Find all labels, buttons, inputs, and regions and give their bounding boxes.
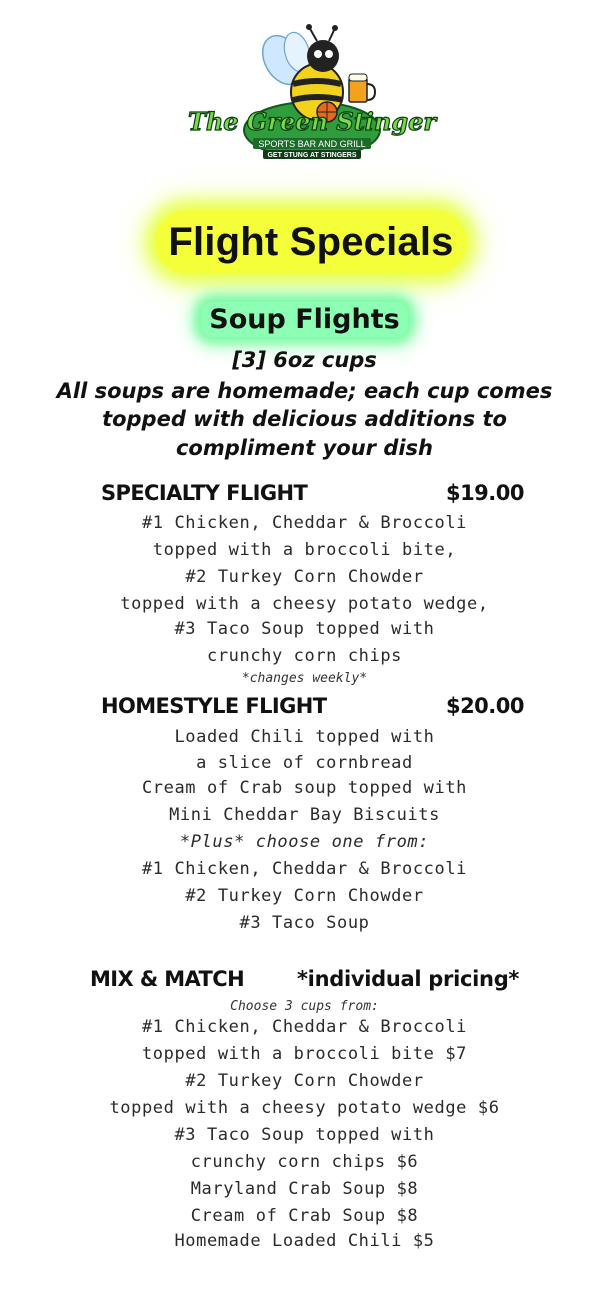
flight-name: HOMESTYLE FLIGHT (101, 694, 327, 718)
title-banner (155, 210, 467, 274)
menu-line: Loaded Chili topped with (174, 727, 435, 747)
menu-line: #3 Taco Soup (239, 913, 370, 933)
menu-line: #2 Turkey Corn Chowder (185, 1071, 424, 1091)
menu-line: #1 Chicken, Cheddar & Broccoli (141, 859, 468, 879)
menu-line: #2 Turkey Corn Chowder (185, 567, 424, 587)
description-line: compliment your dish (175, 436, 434, 460)
menu-line: #1 Chicken, Cheddar & Broccoli (141, 1017, 468, 1037)
menu-line: Cream of Crab Soup $8 (190, 1206, 419, 1226)
homestyle-flight-row (0, 694, 609, 724)
svg-text:The Green Stinger: The Green Stinger (187, 107, 437, 136)
flight-price: $19.00 (445, 481, 524, 505)
menu-line: topped with a broccoli bite $7 (141, 1044, 468, 1064)
flight-price: *individual pricing* (297, 967, 520, 991)
cup-size-text: [3] 6oz cups (232, 348, 377, 372)
menu-line: #3 Taco Soup topped with (174, 619, 435, 639)
menu-note: *changes weekly* (241, 671, 368, 686)
menu-line: topped with a cheesy potato wedge, (120, 594, 489, 614)
bee-mascot-icon (187, 22, 437, 172)
flight-name: MIX & MATCH (90, 967, 245, 991)
menu-line: topped with a broccoli bite, (152, 540, 457, 560)
menu-line: topped with a cheesy potato wedge $6 (109, 1098, 500, 1118)
menu-line: Mini Cheddar Bay Biscuits (169, 805, 440, 825)
section-heading-wrap (0, 302, 609, 337)
svg-text:SPORTS BAR AND GRILL: SPORTS BAR AND GRILL (258, 139, 366, 149)
menu-line: Homemade Loaded Chili $5 (174, 1231, 435, 1251)
menu-line: #1 Chicken, Cheddar & Broccoli (141, 513, 468, 533)
flight-name: SPECIALTY FLIGHT (101, 481, 308, 505)
menu-line: crunchy corn chips $6 (190, 1152, 419, 1172)
menu-line: *Plus* choose one from: (179, 832, 430, 852)
section-heading: Soup Flights (201, 302, 407, 337)
menu-line: #2 Turkey Corn Chowder (185, 886, 424, 906)
menu-line: Maryland Crab Soup $8 (190, 1179, 419, 1199)
description-line: topped with delicious additions to (102, 407, 507, 431)
specialty-flight-row (0, 481, 609, 511)
menu-line: #3 Taco Soup topped with (174, 1125, 435, 1145)
menu-line: crunchy corn chips (206, 646, 403, 666)
menu-line: a slice of cornbread (196, 753, 413, 773)
mix-match-row (0, 967, 609, 997)
green-stinger-logo (187, 22, 437, 172)
menu-line: Cream of Crab soup topped with (141, 778, 468, 798)
menu-note: Choose 3 cups from: (230, 999, 379, 1014)
description-line: All soups are homemade; each cup comes (56, 379, 553, 403)
svg-text:GET STUNG AT STINGERS: GET STUNG AT STINGERS (267, 152, 357, 159)
flight-price: $20.00 (445, 694, 524, 718)
page-title: Flight Specials (168, 219, 454, 264)
